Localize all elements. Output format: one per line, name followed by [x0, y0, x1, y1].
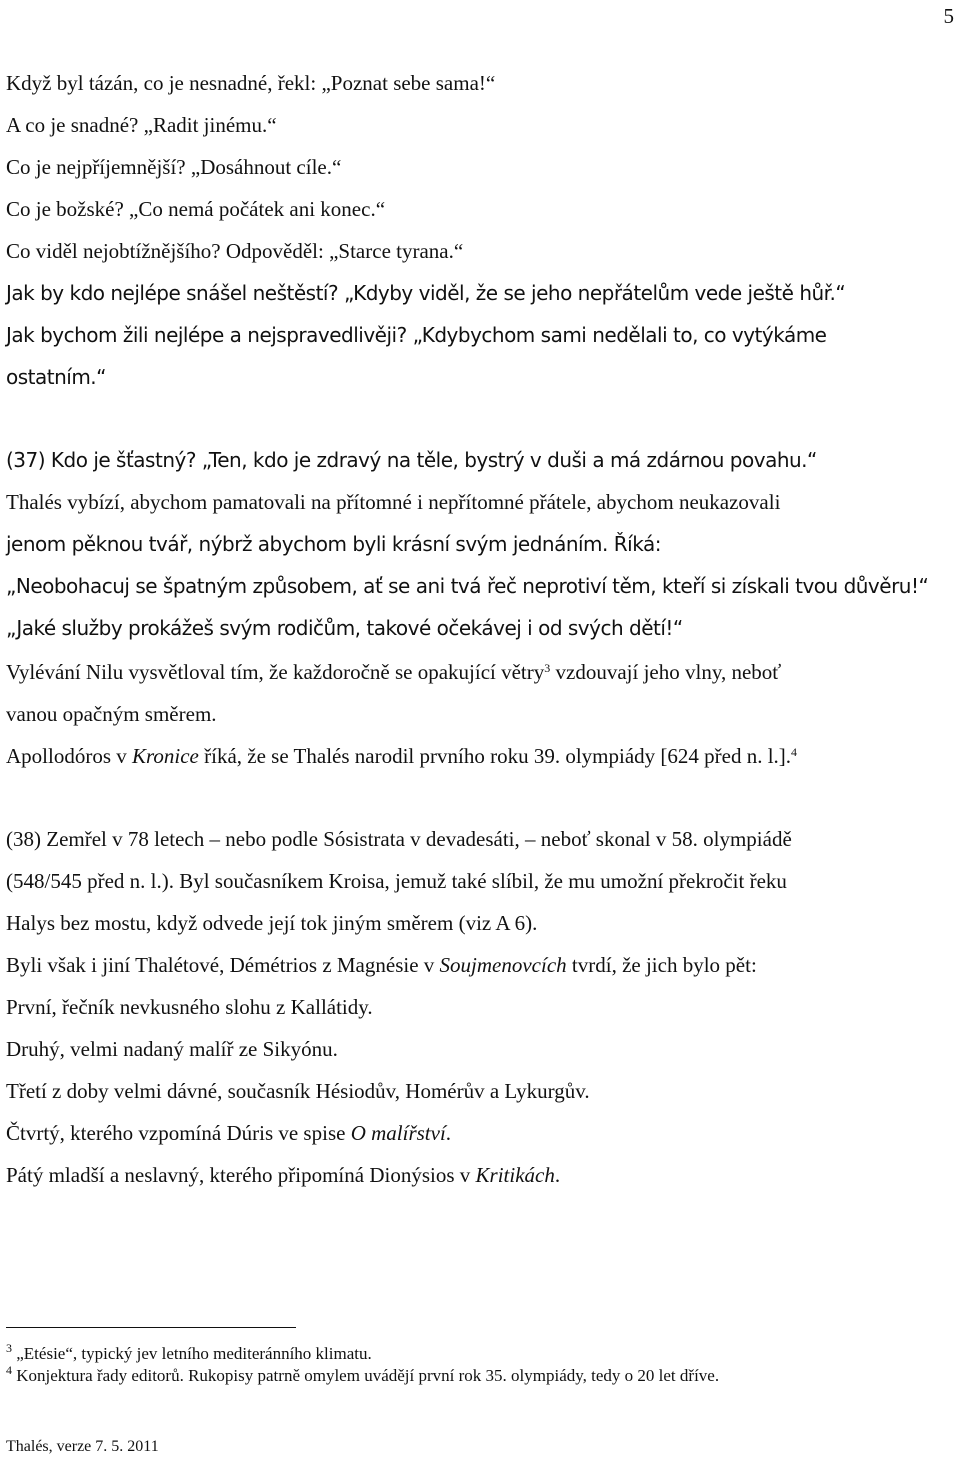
text-line: Pátý mladší a neslavný, kterého připomíná Dionýsios v Kritikách. [6, 1163, 561, 1187]
text-line: Čtvrtý, kterého vzpomíná Dúris ve spise O malířství. [6, 1121, 452, 1145]
text-line: Co je nejpříjemnější? „Dosáhnout cíle.“ [6, 155, 342, 179]
text-line: Třetí z doby velmi dávné, současník Hésiodův, Homérův a Lykurgův. [6, 1079, 590, 1103]
page-footer: Thalés, verze 7. 5. 2011 [6, 1438, 159, 1455]
footnote-ref: 3 [544, 661, 551, 675]
text-line: Co viděl nejobtížnějšího? Odpověděl: „Starce tyrana.“ [6, 239, 464, 263]
text-line: Thalés vybízí, abychom pamatovali na přítomné i nepřítomné přátele, abychom neukazovali [6, 490, 781, 514]
text-line: „Neobohacuj se špatným způsobem, ať se ani tvá řeč neprotiví těm, kteří si získali tvou důvěru!“ [6, 574, 929, 598]
footnote: $^4$ Konjektura řady editorů. Rukopisy patrně omylem uvádějí první rok 35. olympiády, tedy o 20 let dříve. [6, 1363, 720, 1385]
text-line: (548/545 před n. l.). Byl současníkem Kroisa, jemuž také slíbil, že mu umožní překročit řeku [6, 869, 787, 893]
text-line: jenom pěknou tvář, nýbrž abychom byli krásní svým jednáním. Říká: [6, 532, 661, 556]
page-number: 5 [943, 4, 954, 28]
text-line: První, řečník nevkusného slohu z Kallátidy. [6, 995, 373, 1019]
text-line: (37) Kdo je šťastný? „Ten, kdo je zdravý na těle, bystrý v duši a má zdárnou povahu.“ [6, 448, 817, 472]
text-line: Jak by kdo nejlépe snášel neštěstí? „Kdyby viděl, že se jeho nepřátelům vede ještě hůř.“ [6, 281, 846, 305]
text-line: ostatním.“ [6, 365, 107, 389]
text-line: Byli však i jiní Thalétové, Démétrios z Magnésie v Soujmenovcích tvrdí, že jich bylo pět: [6, 953, 757, 977]
footnote: $^3$ „Etésie“, typický jev letního mediteránního klimatu. [6, 1341, 372, 1363]
footnote-ref: 4 [791, 745, 798, 759]
text-line: Co je božské? „Co nemá počátek ani konec.“ [6, 197, 386, 221]
text-line: Vylévání Nilu vysvětloval tím, že každoročně se opakující větry$^3$ vzdouvají jeho vlny, neboť [6, 660, 782, 684]
text-line: Halys bez mostu, když odvede její tok jiným směrem (viz A 6). [6, 911, 538, 935]
text-line: Druhý, velmi nadaný malíř ze Sikyónu. [6, 1037, 338, 1061]
text-line: Jak bychom žili nejlépe a nejspravedlivěji? „Kdybychom sami nedělali to, co vytýkáme [6, 323, 827, 347]
text-line: (38) Zemřel v 78 letech – nebo podle Sósistrata v devadesáti, – neboť skonal v 58. olympiádě [6, 827, 792, 851]
text-line: Apollodóros v Kronice říká, že se Thalés narodil prvního roku 39. olympiády [624 před n. l.].$^4$ [6, 744, 798, 768]
text-line: Když byl tázán, co je nesnadné, řekl: „Poznat sebe sama!“ [6, 71, 496, 95]
footnote-divider [6, 1327, 296, 1328]
text-line: vanou opačným směrem. [6, 702, 217, 726]
text-line: A co je snadné? „Radit jinému.“ [6, 113, 277, 137]
text-line: „Jaké služby prokážeš svým rodičům, takové očekávej i od svých dětí!“ [6, 616, 683, 640]
